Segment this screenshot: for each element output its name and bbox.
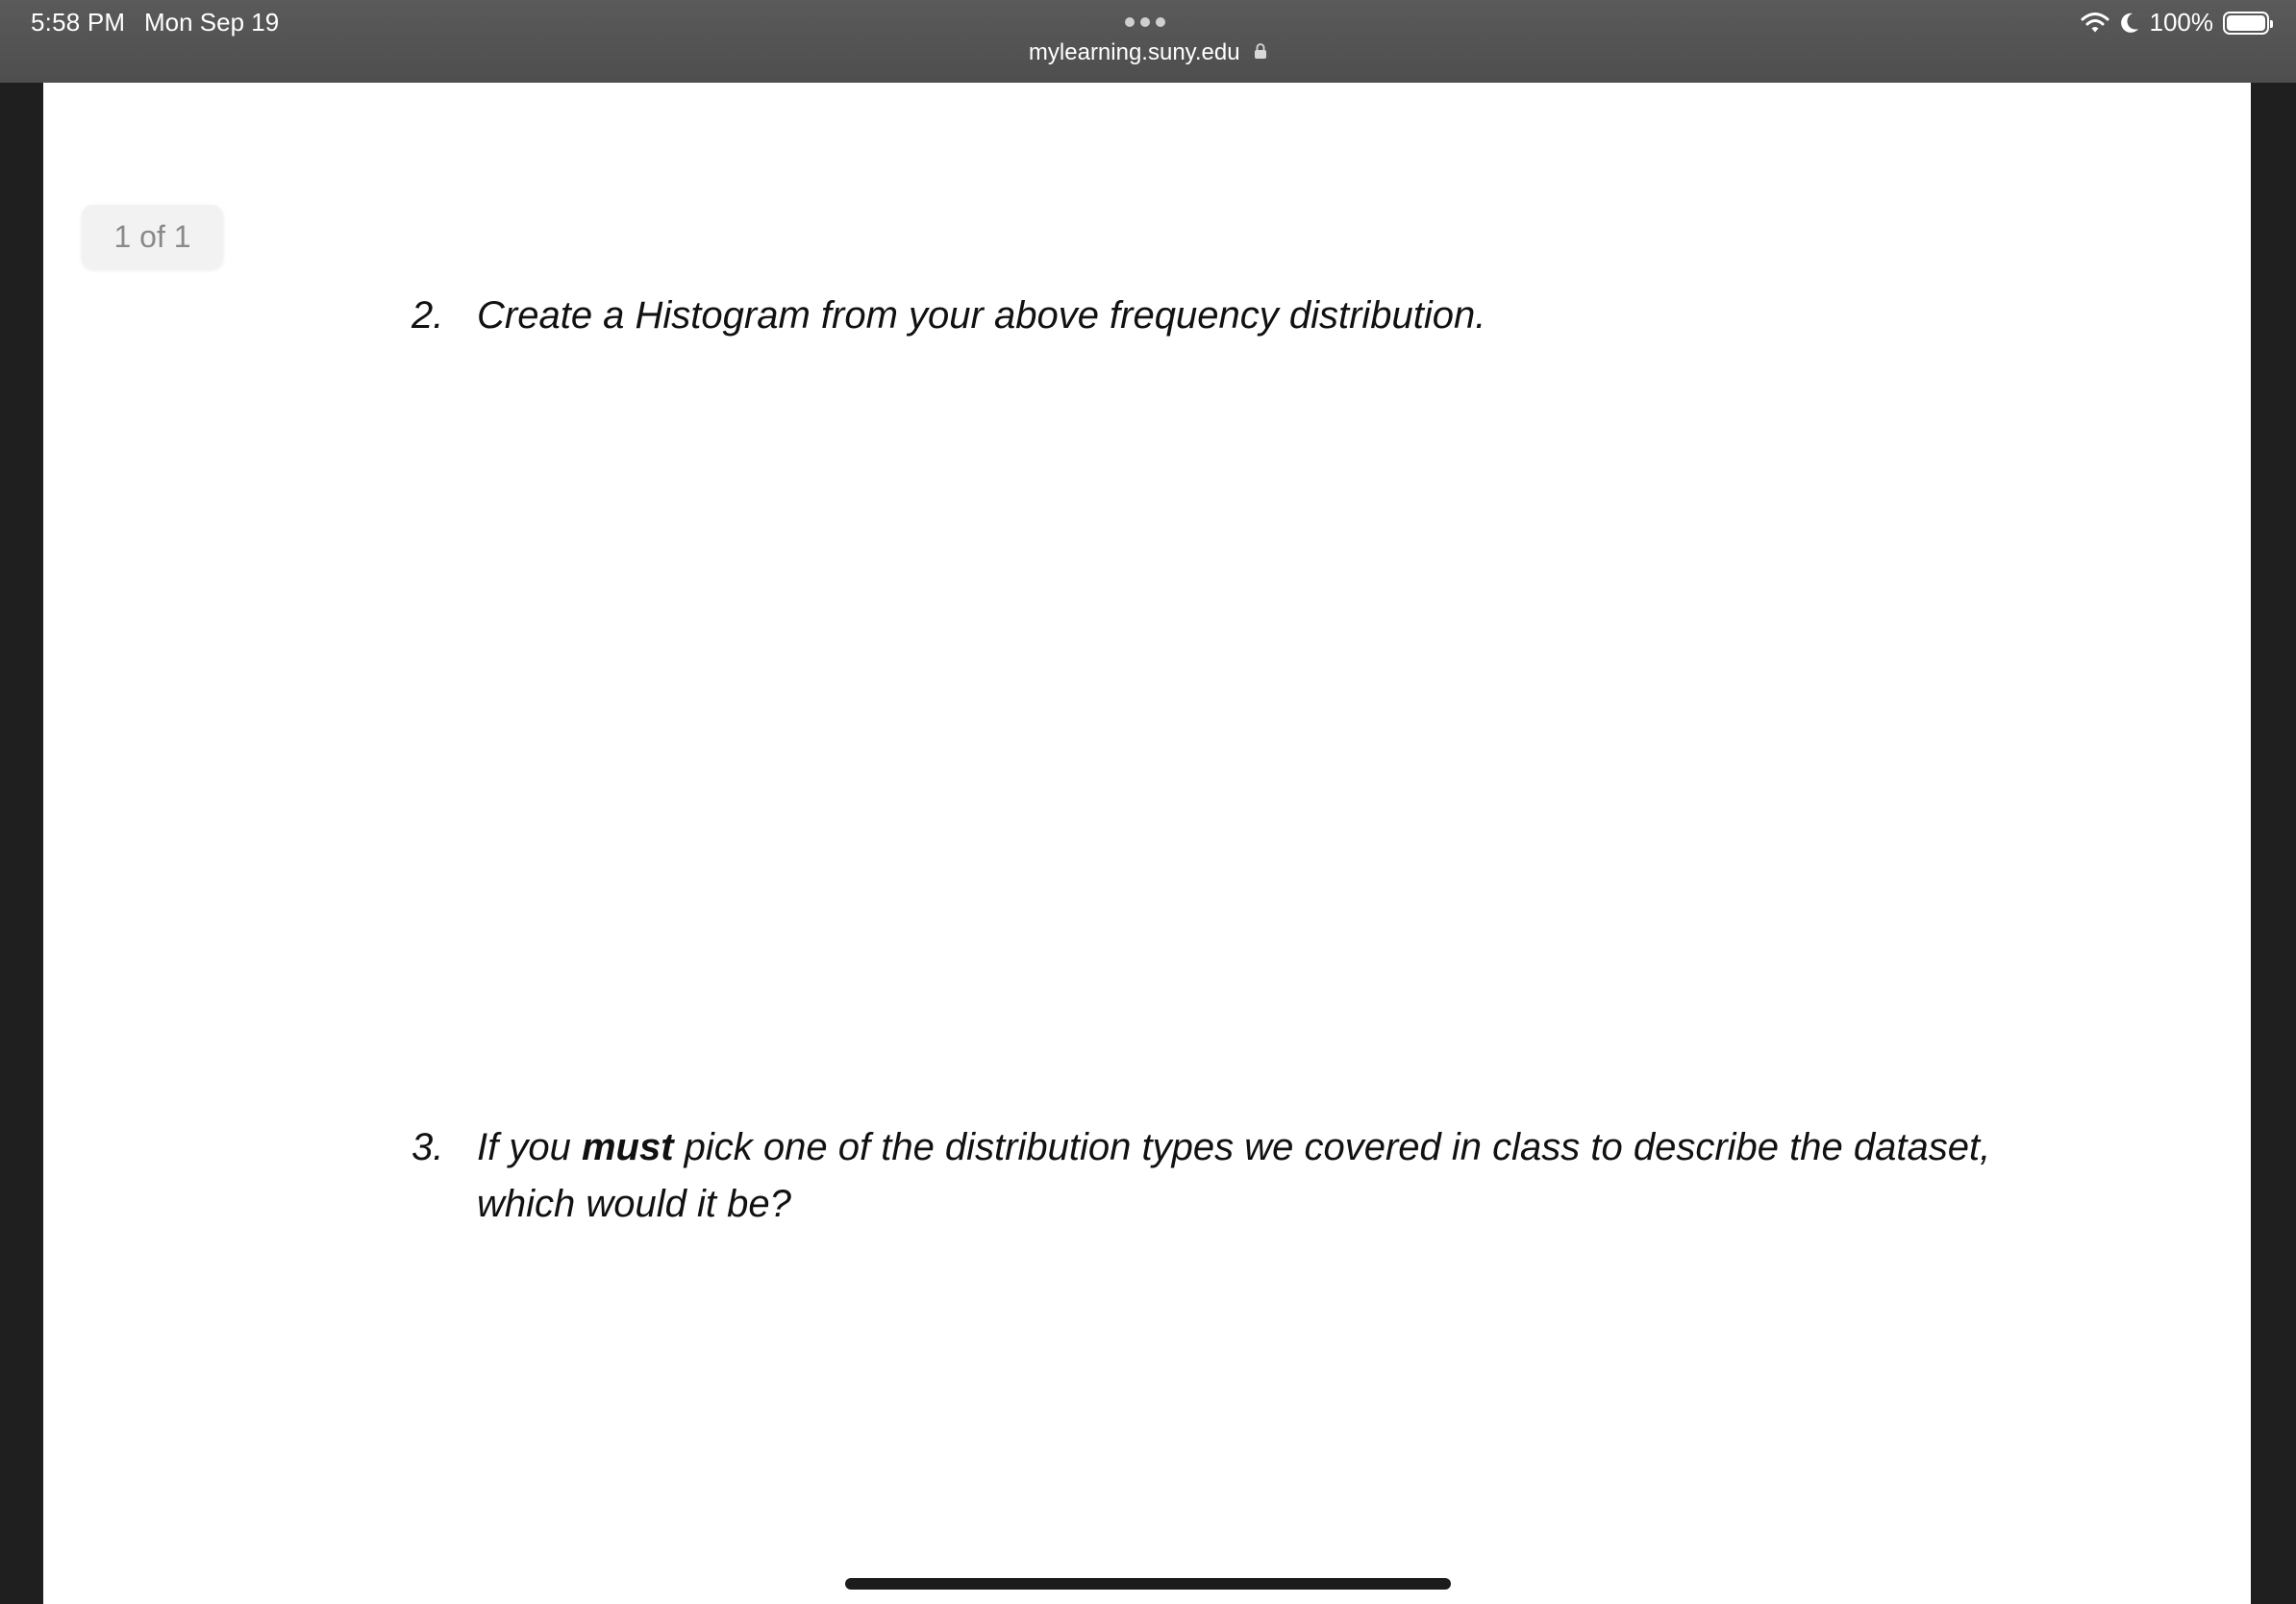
moon-icon	[2119, 12, 2140, 35]
lock-icon	[1254, 42, 1267, 60]
question-3-line-1	[477, 1119, 1990, 1176]
question-2-number: 2.	[412, 294, 444, 337]
question-3-emphasis: must	[581, 1126, 674, 1168]
status-date: Mon Sep 19	[144, 8, 280, 37]
battery-fill	[2227, 15, 2265, 31]
home-indicator[interactable]	[845, 1578, 1451, 1590]
question-3-number: 3.	[412, 1126, 444, 1168]
battery-icon	[2223, 12, 2269, 35]
battery-percent: 100%	[2149, 8, 2213, 37]
status-time: 5:58 PM	[31, 8, 126, 37]
more-dots-icon[interactable]	[1125, 17, 1165, 27]
question-2-text: Create a Histogram from your above frequency distribution.	[477, 294, 1486, 337]
wifi-icon	[2081, 12, 2109, 35]
question-3-text-before: If you	[477, 1126, 582, 1168]
document-page[interactable]	[43, 83, 2251, 1604]
browser-top-bar	[0, 0, 2296, 83]
question-3-line-2: which would it be?	[477, 1183, 791, 1225]
question-3-text-after: pick one of the distribution types we covered in class to describe the dataset,	[673, 1126, 1991, 1168]
status-right-group	[2081, 8, 2270, 38]
address-bar[interactable]	[0, 39, 2296, 66]
question-2	[412, 288, 2046, 345]
question-3	[412, 1119, 2142, 1235]
page-indicator: 1 of 1	[82, 205, 223, 269]
url-text: mylearning.suny.edu	[1028, 39, 1240, 65]
